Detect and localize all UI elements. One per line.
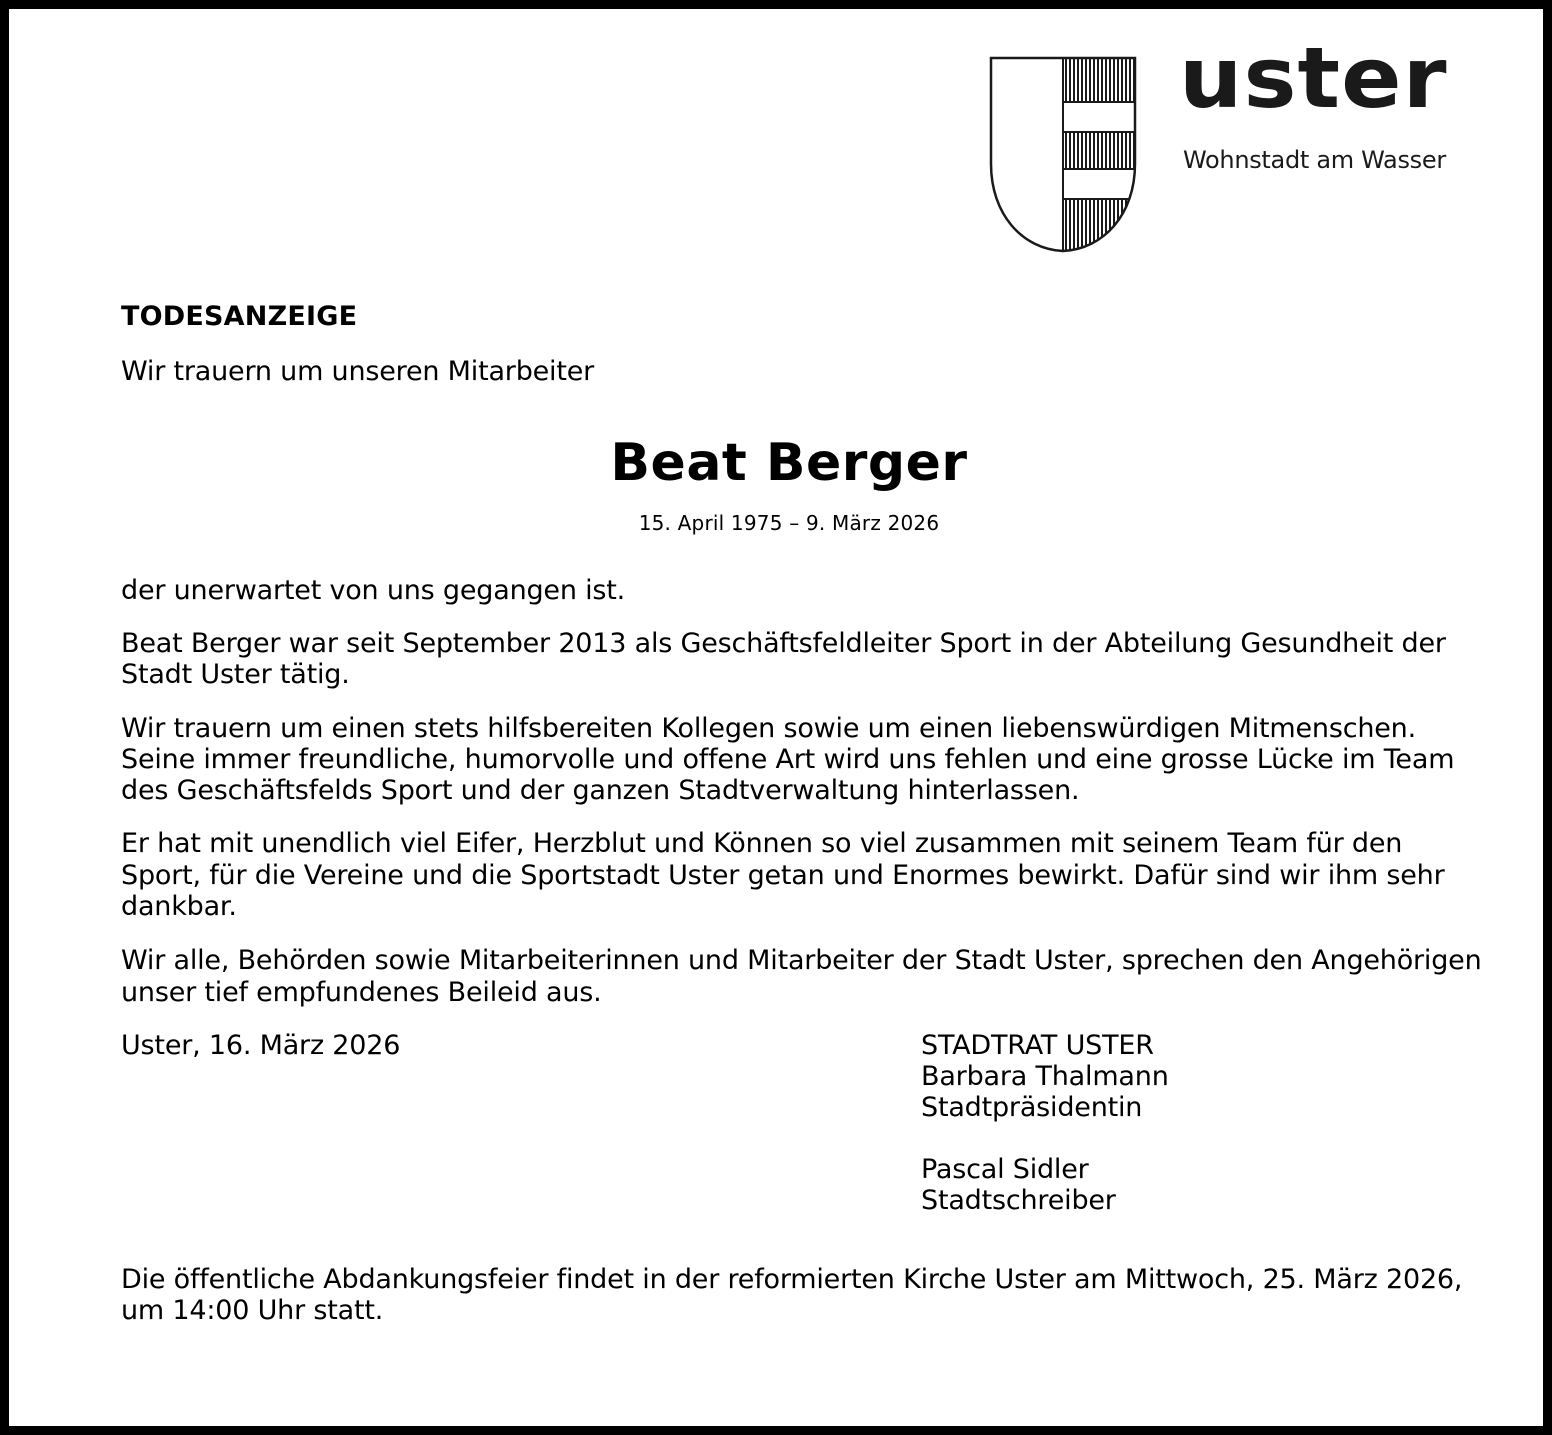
paragraph-line: dankbar.	[121, 891, 237, 922]
paragraph-line: unser tief empfundenes Beileid aus.	[121, 977, 602, 1008]
signature-title: Stadtschreiber	[921, 1185, 1116, 1216]
coat-of-arms-icon	[989, 54, 1139, 254]
paragraph-line: Beat Berger war seit September 2013 als Geschäftsfeldleiter Sport in der Abteilung Gesundheit der	[121, 628, 1446, 659]
intro-text: Wir trauern um unseren Mitarbeiter	[121, 356, 595, 387]
life-dates: 15. April 1975 – 9. März 2026	[638, 511, 940, 535]
signature-name: Barbara Thalmann	[921, 1061, 1169, 1092]
logo-tagline: Wohnstadt am Wasser	[1183, 146, 1446, 174]
notice-heading: TODESANZEIGE	[121, 301, 358, 332]
paragraph-line: Seine immer freundliche, humorvolle und offene Art wird uns fehlen und eine grosse Lücke im Team	[121, 744, 1455, 775]
place-date: Uster, 16. März 2026	[121, 1030, 401, 1061]
paragraph-line: Stadt Uster tätig.	[121, 659, 350, 690]
deceased-name: Beat Berger	[610, 433, 968, 493]
paragraph-line: Sport, für die Vereine und die Sportstadt Uster getan und Enormes bewirkt. Dafür sind wir ihm sehr	[121, 860, 1445, 891]
notice-page	[9, 9, 1543, 1426]
signature-council: STADTRAT USTER	[921, 1030, 1154, 1061]
signature-name: Pascal Sidler	[921, 1154, 1089, 1185]
paragraph-line: Wir trauern um einen stets hilfsbereiten Kollegen sowie um einen liebenswürdigen Mitmenschen.	[121, 713, 1416, 744]
paragraph-line: Er hat mit unendlich viel Eifer, Herzblut und Können so viel zusammen mit seinem Team für den	[121, 828, 1403, 859]
logo-wordmark: uster	[1179, 29, 1448, 127]
paragraph-line: Wir alle, Behörden sowie Mitarbeiterinnen und Mitarbeiter der Stadt Uster, sprechen den Angehörigen	[121, 945, 1482, 976]
signature-title: Stadtpräsidentin	[921, 1092, 1143, 1123]
paragraph-line: des Geschäftsfelds Sport und der ganzen Stadtverwaltung hinterlassen.	[121, 775, 1080, 806]
ceremony-line: um 14:00 Uhr statt.	[121, 1295, 384, 1326]
body-line: der unerwartet von uns gegangen ist.	[121, 575, 626, 606]
ceremony-line: Die öffentliche Abdankungsfeier findet in der reformierten Kirche Uster am Mittwoch, 25. März 2026,	[121, 1264, 1463, 1295]
uster-logo	[989, 29, 1489, 254]
